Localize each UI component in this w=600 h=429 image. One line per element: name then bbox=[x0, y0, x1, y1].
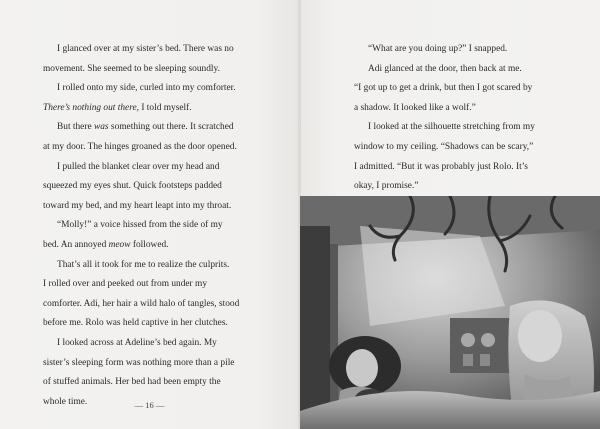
text-line: squeezed my eyes shut. Quick footsteps padded bbox=[43, 181, 222, 192]
text-line: movement. She seemed to be sleeping soundly. bbox=[43, 63, 220, 74]
text-line: a shadow. It looked like a wolf.” bbox=[354, 102, 476, 113]
text-line: window to my ceiling. “Shadows can be scary,” bbox=[354, 141, 534, 152]
text-line: comforter. Adi, her hair a wild halo of tangles, stood bbox=[43, 298, 240, 309]
right-page-text bbox=[354, 40, 594, 197]
text-line: sister’s sleeping form was nothing more than a pile bbox=[43, 357, 235, 368]
door-frame bbox=[300, 226, 330, 429]
text-line: whole time. bbox=[43, 396, 88, 407]
text-line: “I got up to get a drink, but then I got scared by bbox=[354, 83, 533, 94]
text-fragment: But there bbox=[57, 122, 94, 133]
shelf-item bbox=[481, 333, 495, 347]
text-line bbox=[43, 99, 283, 119]
text-line bbox=[43, 118, 283, 138]
left-page-text bbox=[43, 40, 283, 412]
text-line: I admitted. “But it was probably just Rolo. It’s bbox=[354, 161, 528, 172]
text-fragment: something out there. It scratched bbox=[108, 122, 234, 133]
text-fragment: followed. bbox=[130, 239, 169, 250]
text-line: “Molly!” a voice hissed from the side of my bbox=[57, 220, 223, 231]
text-fragment: I told myself. bbox=[139, 102, 192, 113]
text-line: I rolled onto my side, curled into my comforter. bbox=[57, 83, 236, 94]
page-number: — 16 — bbox=[134, 400, 165, 410]
text-fragment: bed. An annoyed bbox=[43, 239, 109, 250]
text-line: I rolled over and peeked out from under my bbox=[43, 279, 208, 290]
italic-word: meow bbox=[108, 239, 131, 250]
text-line: I looked across at Adeline’s bed again. My bbox=[57, 337, 217, 348]
text-line: at my door. The hinges groaned as the door opened. bbox=[43, 141, 237, 152]
text-line: “What are you doing up?” I snapped. bbox=[368, 44, 508, 54]
text-line: toward my bed, and my heart leapt into my throat. bbox=[43, 200, 232, 211]
text-line: before me. Rolo was held captive in her clutches. bbox=[43, 318, 228, 329]
text-line: okay, I promise.” bbox=[354, 181, 419, 192]
bedroom-illustration bbox=[300, 196, 600, 429]
text-line: I pulled the blanket clear over my head and bbox=[57, 161, 220, 172]
text-line: of stuffed animals. Her bed had been empty the bbox=[43, 377, 221, 388]
shelf-item bbox=[463, 354, 473, 366]
text-line bbox=[43, 236, 283, 256]
italic-thought: There’s nothing out there, bbox=[43, 102, 139, 113]
text-line: I looked at the silhouette stretching from my bbox=[368, 122, 535, 133]
text-line: That’s all it took for me to realize the culprits. bbox=[57, 259, 230, 270]
shelf-item bbox=[480, 354, 490, 366]
illustration-art bbox=[300, 196, 600, 429]
text-line: I glanced over at my sister’s bed. There was no bbox=[57, 44, 234, 54]
shelf-item bbox=[461, 333, 475, 347]
text-line: Adi glanced at the door, then back at me. bbox=[368, 63, 522, 74]
italic-word: was bbox=[93, 122, 109, 133]
